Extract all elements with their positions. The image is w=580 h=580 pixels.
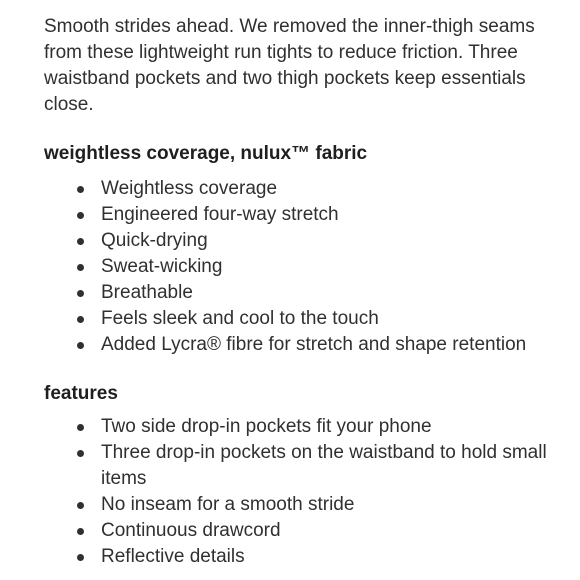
list-item-label: Sweat-wicking (101, 256, 223, 277)
list-item-label: No inseam for a smooth stride (101, 494, 355, 515)
bullet-icon (77, 264, 84, 271)
list-item-label: Three drop-in pockets on the waistband to hold small items (101, 442, 547, 489)
fabric-list (44, 176, 564, 358)
bullet-icon (77, 424, 84, 431)
list-item (101, 306, 564, 332)
list-item-label: Engineered four-way stretch (101, 204, 339, 225)
bullet-icon (77, 342, 84, 349)
list-item-label: Weightless coverage (101, 178, 278, 199)
list-item (101, 414, 564, 440)
features-section-heading: features (44, 383, 118, 404)
list-item (101, 544, 564, 570)
list-item (101, 440, 564, 492)
bullet-icon (77, 502, 84, 509)
bullet-icon (77, 316, 84, 323)
list-item-label: Two side drop-in pockets fit your phone (101, 416, 432, 437)
bullet-icon (77, 238, 84, 245)
list-item (101, 228, 564, 254)
list-item-label: Quick-drying (101, 230, 208, 251)
list-item (101, 332, 564, 358)
list-item-label: Added Lycra® fibre for stretch and shape retention (101, 334, 527, 355)
bullet-icon (77, 212, 84, 219)
list-item (101, 280, 564, 306)
list-item-label: Feels sleek and cool to the touch (101, 308, 379, 329)
list-item (101, 492, 564, 518)
fabric-section-heading: weightless coverage, nulux™ fabric (44, 143, 368, 164)
list-item-label: Reflective details (101, 546, 245, 567)
bullet-icon (77, 186, 84, 193)
bullet-icon (77, 450, 84, 457)
product-description: Smooth strides ahead. We removed the inner-thigh seams from these lightweight run tights to reduce friction. Three waistband pockets and two thigh pockets keep essentials close. (44, 16, 535, 115)
list-item (101, 254, 564, 280)
list-item-label: Breathable (101, 282, 193, 303)
list-item-label: Continuous drawcord (101, 520, 281, 541)
bullet-icon (77, 554, 84, 561)
list-item (101, 518, 564, 544)
list-item (101, 202, 564, 228)
bullet-icon (77, 528, 84, 535)
features-list (44, 414, 564, 570)
list-item (101, 176, 564, 202)
product-details (44, 14, 564, 570)
bullet-icon (77, 290, 84, 297)
